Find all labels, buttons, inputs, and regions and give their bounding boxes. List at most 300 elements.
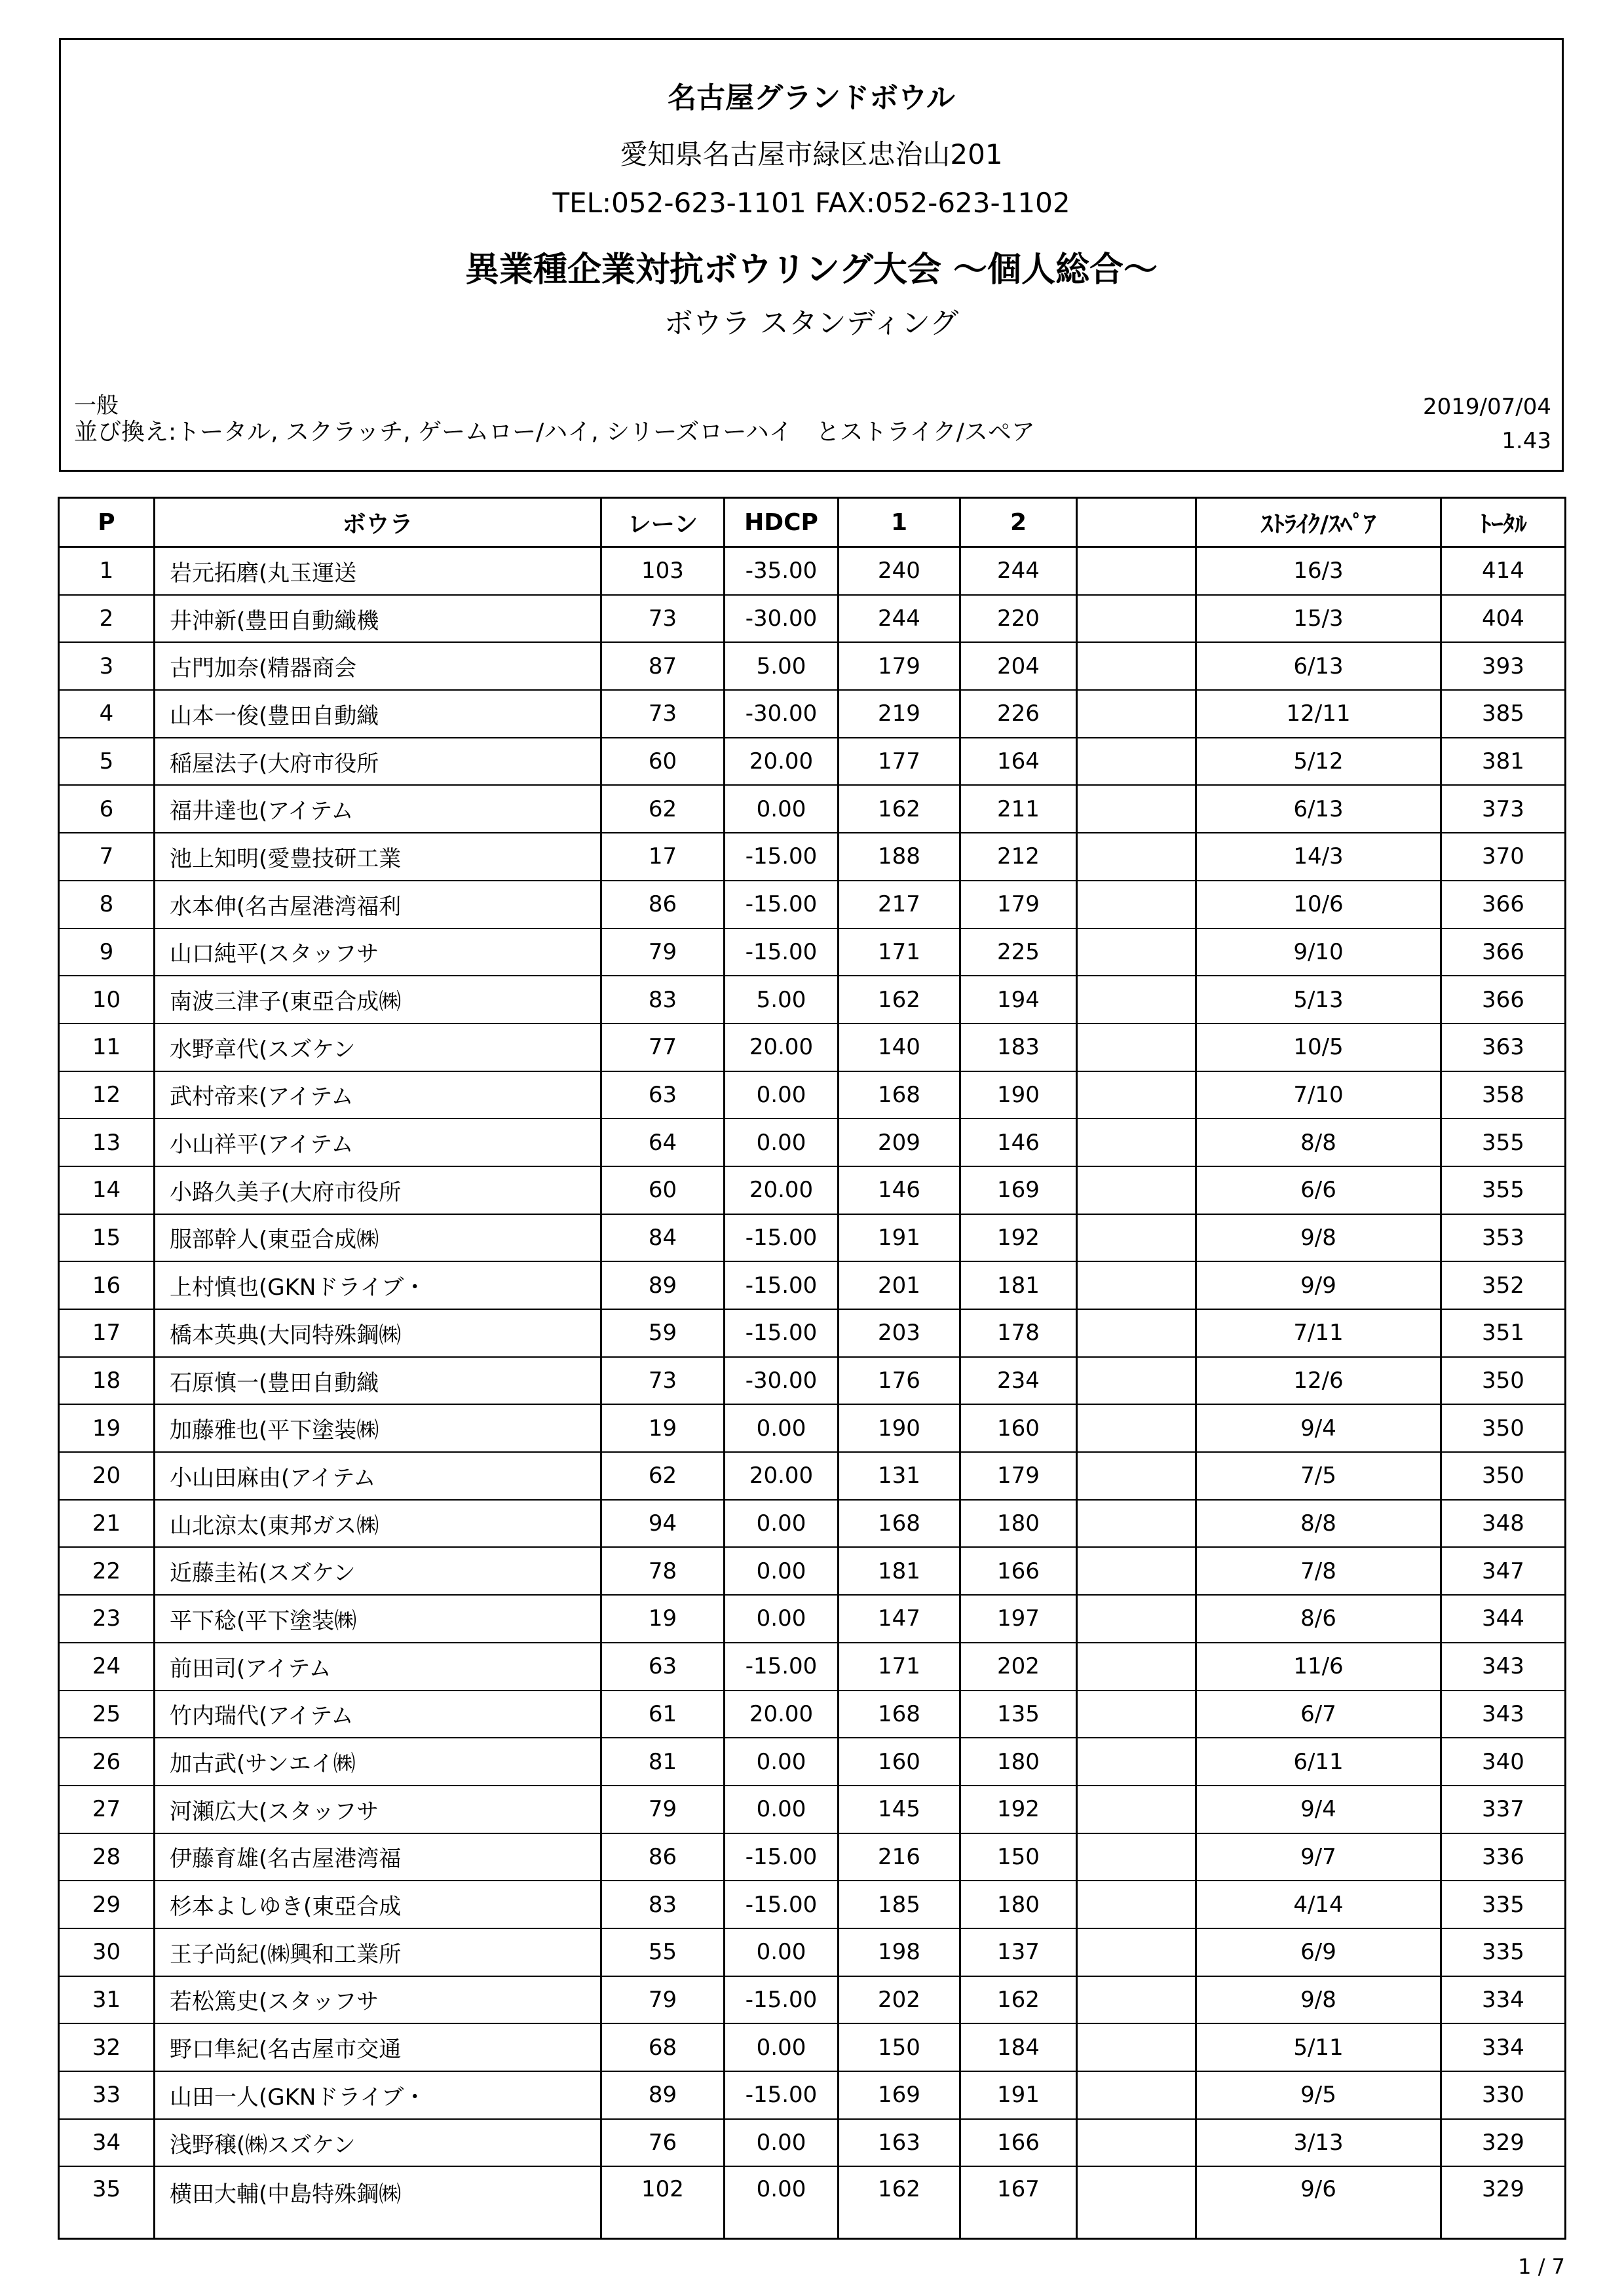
header-hdcp: HDCP	[725, 498, 839, 547]
cell-bowler: 小山田麻由(アイテム	[155, 1452, 601, 1500]
cell-game-2: 202	[960, 1643, 1077, 1691]
cell-blank	[1077, 2166, 1196, 2239]
cell-blank	[1077, 595, 1196, 643]
cell-lane: 63	[601, 1071, 725, 1119]
cell-position: 13	[59, 1119, 155, 1166]
cell-game-2: 150	[960, 1833, 1077, 1881]
cell-total: 404	[1441, 595, 1566, 643]
cell-total: 363	[1441, 1024, 1566, 1071]
cell-bowler: 加古武(サンエイ㈱	[155, 1738, 601, 1786]
cell-bowler: 武村帝来(アイテム	[155, 1071, 601, 1119]
cell-bowler: 浅野穣(㈱スズケン	[155, 2119, 601, 2167]
cell-game-2: 190	[960, 1071, 1077, 1119]
cell-hdcp: -15.00	[725, 1643, 839, 1691]
cell-hdcp: 0.00	[725, 785, 839, 833]
cell-hdcp: -30.00	[725, 1357, 839, 1405]
cell-blank	[1077, 1119, 1196, 1166]
cell-lane: 86	[601, 1833, 725, 1881]
cell-game-2: 197	[960, 1595, 1077, 1643]
table-row	[59, 1928, 1566, 1976]
table-row	[59, 928, 1566, 976]
table-row	[59, 1024, 1566, 1071]
cell-total: 366	[1441, 976, 1566, 1024]
cell-position: 19	[59, 1404, 155, 1452]
cell-bowler: 池上知明(愛豊技研工業	[155, 833, 601, 881]
cell-position: 10	[59, 976, 155, 1024]
cell-position: 1	[59, 547, 155, 595]
cell-strike-spare: 9/7	[1196, 1833, 1441, 1881]
cell-position: 28	[59, 1833, 155, 1881]
cell-lane: 62	[601, 785, 725, 833]
cell-position: 9	[59, 928, 155, 976]
cell-lane: 84	[601, 1214, 725, 1262]
cell-strike-spare: 9/4	[1196, 1404, 1441, 1452]
cell-total: 347	[1441, 1547, 1566, 1595]
cell-game-2: 244	[960, 547, 1077, 595]
category-label: 一般	[74, 392, 119, 419]
report-version: 1.43	[1501, 428, 1551, 454]
cell-total: 335	[1441, 1881, 1566, 1928]
cell-game-2: 178	[960, 1309, 1077, 1357]
cell-hdcp: 20.00	[725, 1024, 839, 1071]
cell-game-1: 203	[839, 1309, 960, 1357]
report-date: 2019/07/04	[1423, 394, 1551, 420]
cell-game-2: 180	[960, 1500, 1077, 1548]
cell-position: 29	[59, 1881, 155, 1928]
header-total: ﾄｰﾀﾙ	[1441, 498, 1566, 547]
cell-position: 35	[59, 2166, 155, 2239]
report-header	[59, 38, 1564, 472]
cell-position: 23	[59, 1595, 155, 1643]
table-row	[59, 1119, 1566, 1166]
table-row	[59, 2023, 1566, 2071]
table-row	[59, 1309, 1566, 1357]
cell-bowler: 井沖新(豊田自動織機	[155, 595, 601, 643]
cell-bowler: 伊藤育雄(名古屋港湾福	[155, 1833, 601, 1881]
cell-total: 355	[1441, 1119, 1566, 1166]
cell-strike-spare: 10/6	[1196, 881, 1441, 928]
cell-lane: 83	[601, 1881, 725, 1928]
cell-position: 24	[59, 1643, 155, 1691]
cell-lane: 19	[601, 1595, 725, 1643]
cell-strike-spare: 11/6	[1196, 1643, 1441, 1691]
cell-lane: 60	[601, 738, 725, 786]
cell-game-1: 171	[839, 928, 960, 976]
cell-game-1: 198	[839, 1928, 960, 1976]
table-row	[59, 738, 1566, 786]
cell-hdcp: 0.00	[725, 2119, 839, 2167]
cell-game-1: 216	[839, 1833, 960, 1881]
cell-blank	[1077, 2071, 1196, 2119]
cell-total: 350	[1441, 1452, 1566, 1500]
cell-hdcp: 0.00	[725, 1547, 839, 1595]
cell-game-1: 146	[839, 1166, 960, 1214]
cell-lane: 73	[601, 595, 725, 643]
table-row	[59, 1881, 1566, 1928]
cell-blank	[1077, 785, 1196, 833]
cell-position: 17	[59, 1309, 155, 1357]
cell-bowler: 前田司(アイテム	[155, 1643, 601, 1691]
cell-game-1: 145	[839, 1786, 960, 1833]
cell-bowler: 上村慎也(GKNドライブ・	[155, 1261, 601, 1309]
cell-game-2: 179	[960, 881, 1077, 928]
cell-hdcp: -15.00	[725, 1833, 839, 1881]
cell-blank	[1077, 1786, 1196, 1833]
cell-total: 350	[1441, 1404, 1566, 1452]
cell-bowler: 岩元拓磨(丸玉運送	[155, 547, 601, 595]
cell-total: 334	[1441, 2023, 1566, 2071]
cell-hdcp: 5.00	[725, 976, 839, 1024]
cell-bowler: 山田一人(GKNドライブ・	[155, 2071, 601, 2119]
table-row	[59, 595, 1566, 643]
cell-game-2: 169	[960, 1166, 1077, 1214]
cell-total: 385	[1441, 690, 1566, 738]
cell-game-1: 162	[839, 976, 960, 1024]
cell-strike-spare: 6/13	[1196, 642, 1441, 690]
cell-total: 335	[1441, 1928, 1566, 1976]
cell-hdcp: 0.00	[725, 1071, 839, 1119]
cell-strike-spare: 7/10	[1196, 1071, 1441, 1119]
table-row	[59, 1214, 1566, 1262]
cell-game-1: 168	[839, 1691, 960, 1738]
table-header-row	[59, 498, 1566, 547]
cell-strike-spare: 6/7	[1196, 1691, 1441, 1738]
cell-blank	[1077, 1214, 1196, 1262]
table-row	[59, 1500, 1566, 1548]
cell-total: 393	[1441, 642, 1566, 690]
cell-strike-spare: 9/4	[1196, 1786, 1441, 1833]
cell-hdcp: -15.00	[725, 1881, 839, 1928]
cell-position: 34	[59, 2119, 155, 2167]
cell-total: 334	[1441, 1976, 1566, 2024]
cell-total: 366	[1441, 881, 1566, 928]
cell-lane: 68	[601, 2023, 725, 2071]
header-game-1: 1	[839, 498, 960, 547]
cell-position: 6	[59, 785, 155, 833]
cell-lane: 78	[601, 1547, 725, 1595]
cell-game-2: 191	[960, 2071, 1077, 2119]
cell-blank	[1077, 1547, 1196, 1595]
table-row	[59, 1976, 1566, 2024]
cell-game-1: 201	[839, 1261, 960, 1309]
cell-total: 373	[1441, 785, 1566, 833]
cell-blank	[1077, 1833, 1196, 1881]
page-number: 1 / 7	[1518, 2254, 1565, 2279]
table-row	[59, 1166, 1566, 1214]
cell-game-2: 164	[960, 738, 1077, 786]
cell-strike-spare: 12/6	[1196, 1357, 1441, 1405]
cell-position: 5	[59, 738, 155, 786]
table-row	[59, 1595, 1566, 1643]
cell-blank	[1077, 690, 1196, 738]
cell-game-1: 179	[839, 642, 960, 690]
cell-position: 7	[59, 833, 155, 881]
cell-blank	[1077, 2119, 1196, 2167]
cell-position: 22	[59, 1547, 155, 1595]
cell-game-1: 202	[839, 1976, 960, 2024]
cell-game-1: 160	[839, 1738, 960, 1786]
cell-hdcp: -15.00	[725, 1309, 839, 1357]
header-strike-spare: ｽﾄﾗｲｸ/ｽﾍﾟｱ	[1196, 498, 1441, 547]
cell-game-2: 166	[960, 2119, 1077, 2167]
cell-hdcp: 0.00	[725, 1786, 839, 1833]
cell-total: 329	[1441, 2119, 1566, 2167]
cell-lane: 55	[601, 1928, 725, 1976]
cell-hdcp: -15.00	[725, 1214, 839, 1262]
cell-strike-spare: 9/8	[1196, 1976, 1441, 2024]
cell-hdcp: -30.00	[725, 595, 839, 643]
cell-game-2: 204	[960, 642, 1077, 690]
cell-strike-spare: 10/5	[1196, 1024, 1441, 1071]
cell-game-2: 212	[960, 833, 1077, 881]
cell-strike-spare: 3/13	[1196, 2119, 1441, 2167]
table-row	[59, 690, 1566, 738]
cell-lane: 81	[601, 1738, 725, 1786]
cell-lane: 86	[601, 881, 725, 928]
cell-game-1: 168	[839, 1500, 960, 1548]
cell-blank	[1077, 547, 1196, 595]
cell-position: 15	[59, 1214, 155, 1262]
cell-strike-spare: 5/13	[1196, 976, 1441, 1024]
table-row	[59, 833, 1566, 881]
cell-total: 414	[1441, 547, 1566, 595]
cell-bowler: 小路久美子(大府市役所	[155, 1166, 601, 1214]
cell-game-1: 244	[839, 595, 960, 643]
cell-blank	[1077, 1024, 1196, 1071]
cell-hdcp: 0.00	[725, 1928, 839, 1976]
cell-strike-spare: 15/3	[1196, 595, 1441, 643]
cell-strike-spare: 7/11	[1196, 1309, 1441, 1357]
venue-name: 名古屋グランドボウル	[668, 81, 955, 115]
cell-lane: 19	[601, 1404, 725, 1452]
cell-strike-spare: 8/8	[1196, 1119, 1441, 1166]
cell-lane: 79	[601, 1786, 725, 1833]
cell-lane: 79	[601, 1976, 725, 2024]
cell-game-2: 137	[960, 1928, 1077, 1976]
cell-bowler: 山本一俊(豊田自動織	[155, 690, 601, 738]
cell-strike-spare: 6/6	[1196, 1166, 1441, 1214]
cell-strike-spare: 9/9	[1196, 1261, 1441, 1309]
cell-game-1: 131	[839, 1452, 960, 1500]
cell-total: 336	[1441, 1833, 1566, 1881]
cell-hdcp: 0.00	[725, 1119, 839, 1166]
cell-bowler: 王子尚紀(㈱興和工業所	[155, 1928, 601, 1976]
header-game-2: 2	[960, 498, 1077, 547]
cell-game-1: 171	[839, 1643, 960, 1691]
cell-game-2: 184	[960, 2023, 1077, 2071]
cell-game-1: 190	[839, 1404, 960, 1452]
cell-position: 21	[59, 1500, 155, 1548]
cell-bowler: 古門加奈(精器商会	[155, 642, 601, 690]
cell-lane: 83	[601, 976, 725, 1024]
cell-position: 26	[59, 1738, 155, 1786]
cell-total: 351	[1441, 1309, 1566, 1357]
header-bowler: ボウラ	[155, 498, 601, 547]
cell-strike-spare: 7/5	[1196, 1452, 1441, 1500]
cell-strike-spare: 14/3	[1196, 833, 1441, 881]
cell-hdcp: -15.00	[725, 1261, 839, 1309]
cell-strike-spare: 6/13	[1196, 785, 1441, 833]
venue-contact: TEL:052-623-1101 FAX:052-623-1102	[552, 187, 1070, 219]
cell-hdcp: 20.00	[725, 1166, 839, 1214]
cell-hdcp: 5.00	[725, 642, 839, 690]
cell-total: 344	[1441, 1595, 1566, 1643]
cell-strike-spare: 7/8	[1196, 1547, 1441, 1595]
cell-blank	[1077, 2023, 1196, 2071]
cell-lane: 60	[601, 1166, 725, 1214]
event-title: 異業種企業対抗ボウリング大会 ～個人総合～	[464, 250, 1158, 290]
cell-blank	[1077, 976, 1196, 1024]
cell-bowler: 野口隼紀(名古屋市交通	[155, 2023, 601, 2071]
cell-bowler: 加藤雅也(平下塗装㈱	[155, 1404, 601, 1452]
cell-position: 4	[59, 690, 155, 738]
table-row	[59, 1833, 1566, 1881]
cell-hdcp: -15.00	[725, 1976, 839, 2024]
cell-strike-spare: 5/12	[1196, 738, 1441, 786]
cell-lane: 94	[601, 1500, 725, 1548]
cell-game-1: 191	[839, 1214, 960, 1262]
cell-hdcp: -15.00	[725, 2071, 839, 2119]
cell-game-2: 167	[960, 2166, 1077, 2239]
cell-lane: 89	[601, 2071, 725, 2119]
cell-total: 381	[1441, 738, 1566, 786]
cell-bowler: 杉本よしゆき(東亞合成	[155, 1881, 601, 1928]
cell-position: 11	[59, 1024, 155, 1071]
cell-blank	[1077, 1738, 1196, 1786]
table-row	[59, 2166, 1566, 2239]
cell-position: 12	[59, 1071, 155, 1119]
cell-blank	[1077, 1976, 1196, 2024]
cell-lane: 64	[601, 1119, 725, 1166]
cell-hdcp: -15.00	[725, 833, 839, 881]
cell-lane: 102	[601, 2166, 725, 2239]
cell-blank	[1077, 1500, 1196, 1548]
table-row	[59, 1691, 1566, 1738]
cell-total: 340	[1441, 1738, 1566, 1786]
cell-blank	[1077, 1595, 1196, 1643]
table-row	[59, 1786, 1566, 1833]
cell-position: 20	[59, 1452, 155, 1500]
cell-hdcp: 20.00	[725, 738, 839, 786]
cell-total: 330	[1441, 2071, 1566, 2119]
cell-lane: 73	[601, 1357, 725, 1405]
cell-total: 353	[1441, 1214, 1566, 1262]
cell-hdcp: 0.00	[725, 1500, 839, 1548]
cell-position: 30	[59, 1928, 155, 1976]
cell-game-2: 146	[960, 1119, 1077, 1166]
cell-blank	[1077, 881, 1196, 928]
cell-lane: 103	[601, 547, 725, 595]
cell-game-2: 192	[960, 1214, 1077, 1262]
cell-total: 366	[1441, 928, 1566, 976]
cell-total: 337	[1441, 1786, 1566, 1833]
cell-hdcp: 0.00	[725, 1738, 839, 1786]
cell-game-1: 181	[839, 1547, 960, 1595]
cell-hdcp: -15.00	[725, 881, 839, 928]
cell-lane: 63	[601, 1643, 725, 1691]
cell-total: 350	[1441, 1357, 1566, 1405]
cell-blank	[1077, 928, 1196, 976]
cell-position: 14	[59, 1166, 155, 1214]
cell-position: 27	[59, 1786, 155, 1833]
cell-total: 329	[1441, 2166, 1566, 2239]
cell-lane: 79	[601, 928, 725, 976]
cell-position: 32	[59, 2023, 155, 2071]
cell-position: 33	[59, 2071, 155, 2119]
cell-game-2: 225	[960, 928, 1077, 976]
cell-game-1: 140	[839, 1024, 960, 1071]
cell-position: 3	[59, 642, 155, 690]
cell-hdcp: 0.00	[725, 1595, 839, 1643]
cell-hdcp: 0.00	[725, 2023, 839, 2071]
cell-total: 358	[1441, 1071, 1566, 1119]
cell-total: 370	[1441, 833, 1566, 881]
cell-game-1: 168	[839, 1071, 960, 1119]
cell-game-1: 209	[839, 1119, 960, 1166]
cell-game-1: 217	[839, 881, 960, 928]
cell-lane: 87	[601, 642, 725, 690]
cell-bowler: 福井達也(アイテム	[155, 785, 601, 833]
cell-bowler: 山北涼太(東邦ガス㈱	[155, 1500, 601, 1548]
cell-strike-spare: 6/11	[1196, 1738, 1441, 1786]
cell-total: 343	[1441, 1643, 1566, 1691]
venue-address: 愛知県名古屋市緑区忠治山201	[620, 138, 1003, 170]
cell-bowler: 服部幹人(東亞合成㈱	[155, 1214, 601, 1262]
cell-bowler: 近藤圭祐(スズケン	[155, 1547, 601, 1595]
cell-strike-spare: 9/6	[1196, 2166, 1441, 2239]
cell-game-1: 177	[839, 738, 960, 786]
cell-total: 348	[1441, 1500, 1566, 1548]
cell-position: 8	[59, 881, 155, 928]
table-row	[59, 1261, 1566, 1309]
cell-game-2: 183	[960, 1024, 1077, 1071]
cell-game-2: 234	[960, 1357, 1077, 1405]
cell-game-1: 169	[839, 2071, 960, 2119]
cell-strike-spare: 16/3	[1196, 547, 1441, 595]
cell-total: 343	[1441, 1691, 1566, 1738]
cell-game-1: 240	[839, 547, 960, 595]
cell-total: 355	[1441, 1166, 1566, 1214]
cell-position: 25	[59, 1691, 155, 1738]
cell-bowler: 若松篤史(スタッフサ	[155, 1976, 601, 2024]
cell-game-1: 150	[839, 2023, 960, 2071]
cell-game-1: 176	[839, 1357, 960, 1405]
table-row	[59, 1738, 1566, 1786]
cell-lane: 77	[601, 1024, 725, 1071]
cell-blank	[1077, 1452, 1196, 1500]
cell-blank	[1077, 833, 1196, 881]
cell-game-1: 162	[839, 785, 960, 833]
cell-blank	[1077, 1309, 1196, 1357]
cell-lane: 59	[601, 1309, 725, 1357]
cell-game-1: 147	[839, 1595, 960, 1643]
cell-blank	[1077, 1357, 1196, 1405]
cell-bowler: 水野章代(スズケン	[155, 1024, 601, 1071]
cell-blank	[1077, 1404, 1196, 1452]
table-row	[59, 1404, 1566, 1452]
table-row	[59, 642, 1566, 690]
cell-blank	[1077, 738, 1196, 786]
table-row	[59, 785, 1566, 833]
cell-lane: 17	[601, 833, 725, 881]
cell-bowler: 横田大輔(中島特殊鋼㈱	[155, 2166, 601, 2239]
cell-bowler: 稲屋法子(大府市役所	[155, 738, 601, 786]
cell-hdcp: -15.00	[725, 928, 839, 976]
cell-blank	[1077, 1166, 1196, 1214]
cell-blank	[1077, 1261, 1196, 1309]
cell-position: 16	[59, 1261, 155, 1309]
cell-hdcp: 0.00	[725, 1404, 839, 1452]
